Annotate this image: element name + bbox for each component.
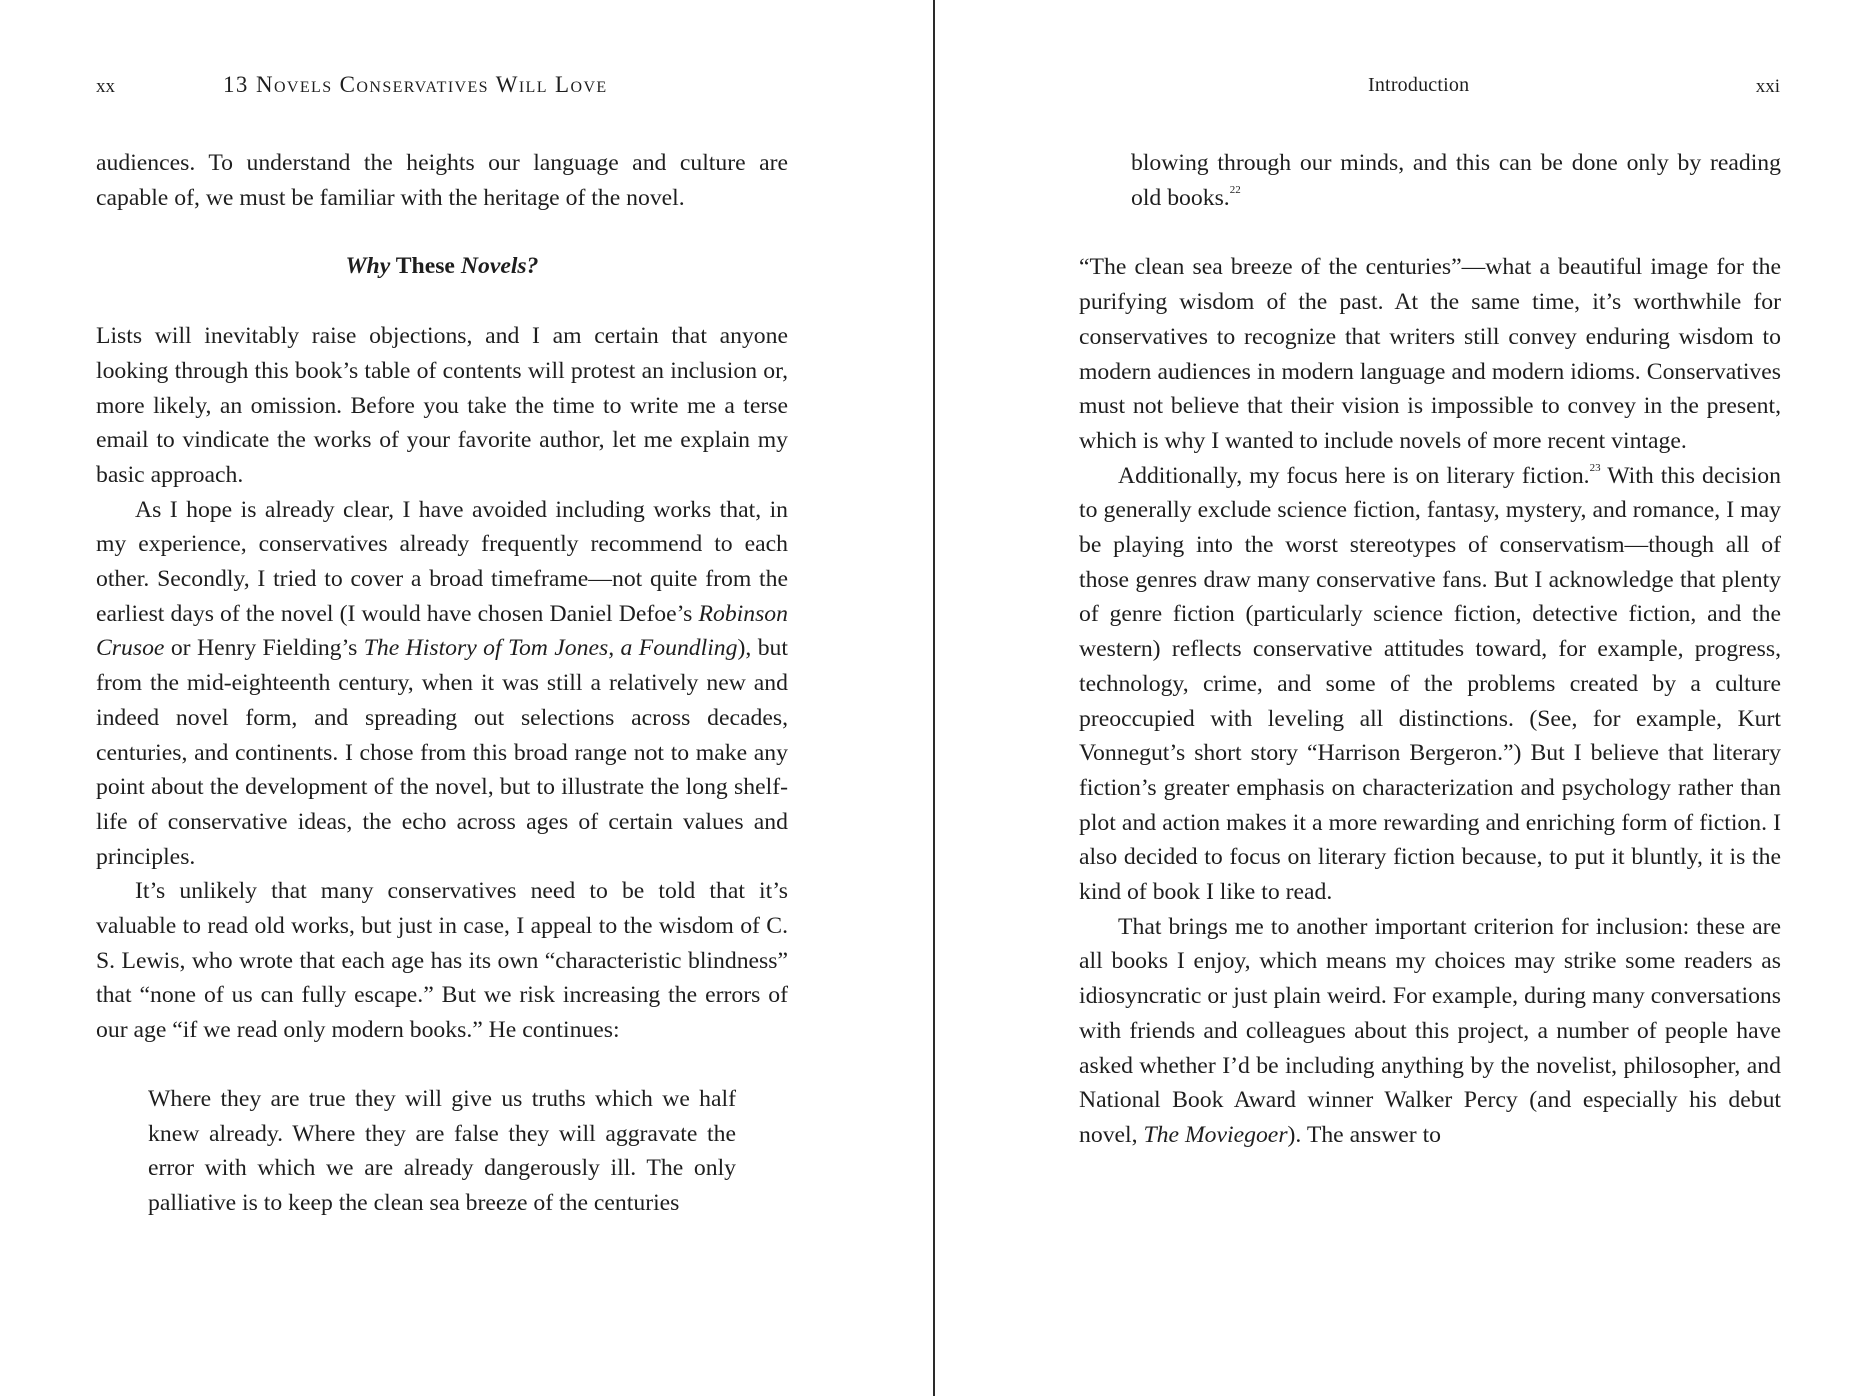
paragraph-text: ). The answer to	[1287, 1121, 1442, 1148]
paragraph-text: As I hope is already clear, I have avoided including works that, in my experience, conservatives already frequently recommend to each other. Secondly, I tried to cover a broad timeframe—not quite from the earliest days of the novel (I would have chosen Daniel Defoe’s	[96, 496, 788, 627]
heading-italic-word: Novels?	[460, 253, 539, 280]
footnote-ref[interactable]: 23	[1589, 461, 1601, 474]
page-number: xxi	[1755, 76, 1780, 97]
book-title: The Moviegoer	[1143, 1121, 1288, 1148]
block-quote	[1131, 146, 1781, 215]
paragraph: Lists will inevitably raise objections, and I am certain that anyone looking through this book’s table of contents will protest an inclusion or, more likely, an omission. Before you take the time to write me a terse email to vindicate the works of your favorite author, let me explain my basic approach.	[96, 323, 788, 488]
paragraph	[96, 493, 788, 875]
paragraph	[1079, 459, 1781, 910]
running-head: Introduction	[1368, 74, 1470, 96]
book-title: Robinson Crusoe	[96, 600, 788, 662]
heading-word: These	[390, 253, 461, 280]
gutter-divider	[933, 0, 935, 1396]
paragraph-text: With this decision to generally exclude science fiction, fantasy, mystery, and romance, I may be playing into the worst stereotypes of conservatism—though all of those genres draw many conservative fans. But I acknowledge that plenty of genre fiction (particularly science fiction, detective fiction, and the western) reflects conservative attitudes toward, for example, progress, technology, crime, and some of the problems created by a culture preoccupied with leveling all distinctions. (See, for example, Kurt Vonnegut’s short story “Harrison Bergeron.”) But I believe that literary fiction’s greater emphasis on characterization and psychology rather than plot and action makes it a more rewarding and enriching form of fiction. I also decided to focus on literary fiction because, to put it bluntly, it is the kind of book I like to read.	[1079, 462, 1781, 906]
running-head: 13 Novels Conservatives Will Love	[223, 72, 608, 97]
quote-text: blowing through our minds, and this can be done only by reading old books.	[1131, 150, 1781, 211]
paragraph: audiences. To understand the heights our language and culture are capable of, we must be familiar with the heritage of the novel.	[96, 150, 788, 211]
paragraph-text: Additionally, my focus here is on literary fiction.	[1118, 462, 1590, 489]
block-quote: Where they are true they will give us truths which we half knew already. Where they are false they will aggravate the error with which we are already dangerously ill. The only palliative is to keep the clean sea breeze of the centuries	[148, 1085, 736, 1216]
paragraph: “The clean sea breeze of the centuries”—what a beautiful image for the purifying wisdom of the past. At the same time, it’s worthwhile for conservatives to recognize that writers still convey enduring wisdom to modern audiences in modern language and modern idioms. Conservatives must not believe that their vision is impossible to convey in the present, which is why I wanted to include novels of more recent vintage.	[1079, 254, 1781, 454]
paragraph-text: That brings me to another important criterion for inclusion: these are all books I enjoy, which means my choices may strike some readers as idiosyncratic or just plain weird. For example, during many conversations with friends and colleagues about this project, a number of people have asked whether I’d be including anything by the novelist, philosopher, and National Book Award winner Walker Percy (and especially his debut novel,	[1079, 913, 1781, 1148]
paragraph-text: or Henry Fielding’s	[164, 635, 364, 662]
body-text	[1079, 146, 1781, 1153]
paragraph-text: ), but from the mid-eighteenth century, when it was still a relatively new and indeed novel form, and spreading out selections across decades, centuries, and continents. I chose from this broad range not to make any point about the development of the novel, but to illustrate the long shelf-life of conservative ideas, the echo across ages of certain values and principles.	[96, 635, 788, 870]
paragraph	[1079, 910, 1781, 1153]
heading-italic-word: Why	[345, 253, 391, 280]
footnote-ref[interactable]: 22	[1229, 183, 1241, 196]
body-text	[96, 146, 788, 1221]
book-title: The History of Tom Jones, a Foundling	[363, 635, 738, 662]
right-page	[936, 0, 1862, 1396]
paragraph: It’s unlikely that many conservatives need to be told that it’s valuable to read old works, but just in case, I appeal to the wisdom of C. S. Lewis, who wrote that each age has its own “characteristic blindness” that “none of us can fully escape.” But we risk increasing the errors of our age “if we read only modern books.” He continues:	[96, 878, 788, 1044]
page-number: xx	[96, 76, 115, 97]
section-heading	[96, 249, 788, 284]
